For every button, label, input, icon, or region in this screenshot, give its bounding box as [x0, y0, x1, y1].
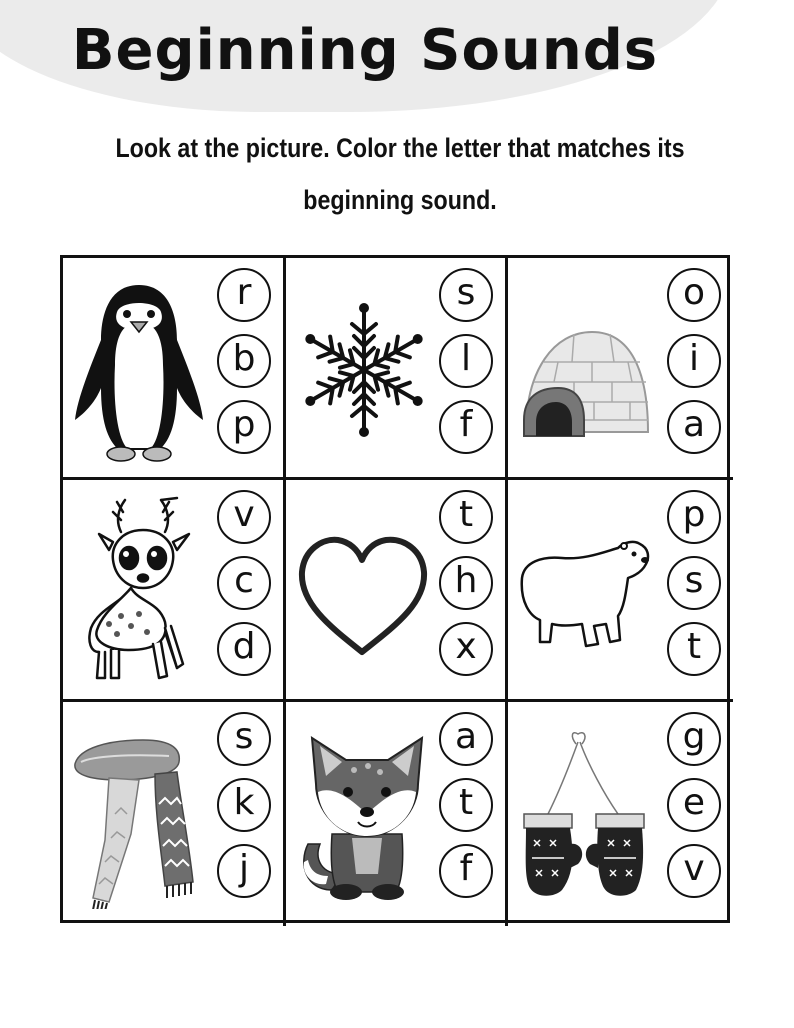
letter-circle[interactable]: l — [439, 334, 493, 388]
heart-icon — [292, 492, 432, 687]
letter-options — [667, 268, 721, 454]
letter-circle[interactable]: r — [217, 268, 271, 322]
letter-circle[interactable]: p — [667, 490, 721, 544]
mittens-icon — [514, 714, 654, 909]
grid-cell-snowflake — [286, 258, 508, 480]
grid-cell-heart — [286, 480, 508, 702]
letter-circle[interactable]: e — [667, 778, 721, 832]
letter-options — [439, 268, 493, 454]
instructions-line-2: beginning sound. — [303, 185, 497, 215]
letter-circle[interactable]: h — [439, 556, 493, 610]
letter-circle[interactable]: j — [217, 844, 271, 898]
instructions-line-1: Look at the picture. Color the letter that matches its — [115, 133, 685, 163]
letter-circle[interactable]: v — [217, 490, 271, 544]
grid-cell-igloo — [508, 258, 733, 480]
page-title: Beginning Sounds — [71, 18, 659, 83]
letter-circle[interactable]: v — [667, 844, 721, 898]
letter-circle[interactable]: a — [439, 712, 493, 766]
grid-cell-polar-bear — [508, 480, 733, 702]
letter-options — [217, 490, 271, 676]
letter-circle[interactable]: c — [217, 556, 271, 610]
penguin-icon — [69, 270, 209, 465]
picture-grid — [60, 255, 730, 923]
snowflake-icon — [292, 270, 432, 465]
instructions — [108, 122, 693, 226]
letter-options — [667, 712, 721, 898]
letter-circle[interactable]: i — [667, 334, 721, 388]
grid-cell-penguin — [63, 258, 286, 480]
letter-circle[interactable]: g — [667, 712, 721, 766]
fox-icon — [292, 714, 432, 909]
letter-options — [667, 490, 721, 676]
letter-circle[interactable]: k — [217, 778, 271, 832]
polar-bear-icon — [514, 492, 654, 687]
grid-cell-fox — [286, 702, 508, 926]
letter-circle[interactable]: d — [217, 622, 271, 676]
letter-circle[interactable]: f — [439, 844, 493, 898]
letter-options — [439, 712, 493, 898]
letter-circle[interactable]: f — [439, 400, 493, 454]
letter-circle[interactable]: a — [667, 400, 721, 454]
letter-options — [217, 268, 271, 454]
letter-circle[interactable]: t — [439, 778, 493, 832]
igloo-icon — [514, 270, 654, 465]
letter-circle[interactable]: p — [217, 400, 271, 454]
letter-options — [439, 490, 493, 676]
letter-circle[interactable]: t — [667, 622, 721, 676]
scarf-icon — [69, 714, 209, 909]
letter-circle[interactable]: s — [217, 712, 271, 766]
grid-cell-deer — [63, 480, 286, 702]
letter-options — [217, 712, 271, 898]
letter-circle[interactable]: o — [667, 268, 721, 322]
letter-circle[interactable]: b — [217, 334, 271, 388]
letter-circle[interactable]: t — [439, 490, 493, 544]
letter-circle[interactable]: s — [667, 556, 721, 610]
deer-icon — [69, 492, 209, 687]
grid-cell-mittens — [508, 702, 733, 926]
grid-cell-scarf — [63, 702, 286, 926]
letter-circle[interactable]: s — [439, 268, 493, 322]
letter-circle[interactable]: x — [439, 622, 493, 676]
